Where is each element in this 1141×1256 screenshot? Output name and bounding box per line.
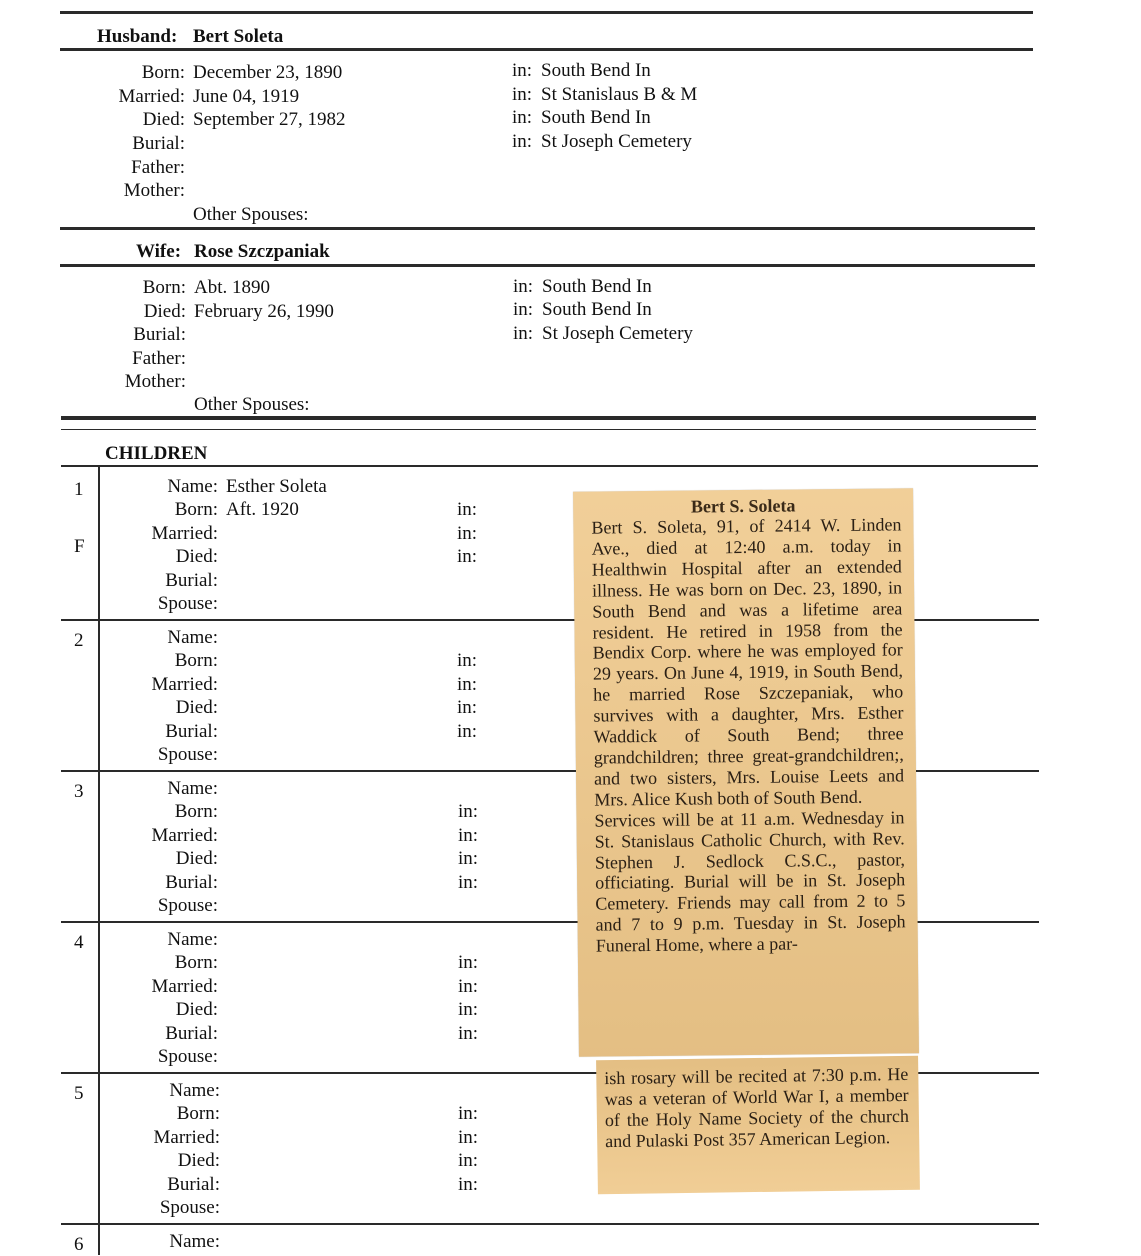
child-born-in-label: in: [458,952,479,973]
husband-died-in-label: in: [512,107,533,128]
child-died-label: Died: [175,697,218,718]
child-born-label: Born: [174,952,218,973]
child-number: 3 [74,781,84,802]
wife-mother-label: Mother: [124,371,186,392]
husband-married-in-label: in: [512,84,533,105]
wife-died-place: South Bend In [542,299,652,320]
child-married-in-label: in: [458,1127,479,1148]
child-died-label: Died: [175,848,218,869]
child-number: 5 [74,1083,84,1104]
husband-died-date: September 27, 1982 [193,109,346,130]
obituary-clipping-continued [596,1056,920,1194]
obituary-body-continued: ish rosary will be recited at 7:30 p.m. He was a veteran of World War I, a member of the Holy Name Society of the church and Pulaski Post 357 American Legion. [604,1063,910,1151]
husband-born-in-label: in: [512,60,533,81]
husband-born-place: South Bend In [541,60,651,81]
child-burial-in-label: in: [458,1174,479,1195]
wife-born-label: Born: [142,277,186,298]
child-died-label: Died: [175,546,218,567]
child-spouse-label: Spouse: [157,1046,218,1067]
child-born-label: Born: [174,650,218,671]
husband-mother-label: Mother: [123,180,185,201]
child-spouse-label: Spouse: [159,1197,220,1218]
child-born-in-label: in: [457,499,478,520]
husband-burial-place: St Joseph Cemetery [541,131,692,152]
child-died-in-label: in: [457,546,478,567]
child-died-in-label: in: [458,1150,479,1171]
child-name-label: Name: [167,778,218,799]
wife-burial-in-label: in: [513,323,534,344]
child-name-label: Name: [167,476,218,497]
husband-died-place: South Bend In [541,107,651,128]
child-burial-label: Burial: [165,1023,218,1044]
child-sex: F [74,536,85,557]
wife-label: Wife: [136,241,182,262]
child-burial-in-label: in: [458,872,479,893]
child-born-in-label: in: [457,650,478,671]
husband-name: Bert Soleta [193,26,284,47]
wife-other-spouses-label: Other Spouses: [194,394,310,415]
child-died-label: Died: [175,999,218,1020]
child-name-label: Name: [169,1231,220,1252]
husband-label: Husband: [97,26,178,47]
husband-born-label: Born: [141,62,185,83]
top-rule [60,11,1033,14]
child-burial-label: Burial: [165,721,218,742]
husband-other-spouses-label: Other Spouses: [193,204,309,225]
children-left-column-rule [98,467,100,1255]
child-burial-label: Burial: [165,570,218,591]
wife-rule [60,264,1035,267]
child-spouse-label: Spouse: [157,593,218,614]
wife-burial-label: Burial: [133,324,186,345]
wife-died-in-label: in: [513,299,534,320]
husband-married-place: St Stanislaus B & M [541,84,698,105]
husband-married-date: June 04, 1919 [193,86,300,107]
child-name-label: Name: [167,929,218,950]
child-born-label: Born: [176,1103,220,1124]
child-died-in-label: in: [458,999,479,1020]
child-name-label: Name: [169,1080,220,1101]
child-died-label: Died: [177,1150,220,1171]
child-burial-label: Burial: [165,872,218,893]
children-top-rule-thin [61,429,1036,430]
child-married-in-label: in: [457,523,478,544]
child-separator-rule [61,1223,1039,1225]
child-married-label: Married: [151,674,218,695]
child-name-label: Name: [167,627,218,648]
wife-born-place: South Bend In [542,276,652,297]
child-born-in-label: in: [458,801,479,822]
husband-born-date: December 23, 1890 [193,62,343,83]
child-burial-label: Burial: [167,1174,220,1195]
child-burial-in-label: in: [457,721,478,742]
husband-burial-in-label: in: [512,131,533,152]
obituary-title: Bert S. Soleta [690,495,796,517]
obituary-body: Bert S. Soleta, 91, of 2414 W. Linden Ave., died at 12:40 a.m. today in Healthwin Hospital after an extended illness. He was born on Dec. 23, 1890, in South Bend and was a lifetime area resident. He retired in 1958 from the Bendix Corp. where he was employed for 29 years. On June 4, 1919, in South Bend, he married Rose Szczepaniak, who survives with a daughter, Mrs. Esther Waddick of South Bend; three grandchildren; three great-grandchildren;, and two sisters, Mrs. Louise Leets and Mrs. Alice Kush both of South Bend. Services will be at 11 a.m. Wednesday in St. Stanislaus Catholic Church, with Rev. Stephen J. Sedlock C.S.C., pastor, officiating. Burial will be in St. Joseph Cemetery. Friends may call from 2 to 5 and 7 to 9 p.m. Tuesday in St. Joseph Funeral Home, where a par- [591,514,906,956]
child-born-in-label: in: [458,1103,479,1124]
child-spouse-label: Spouse: [157,744,218,765]
wife-burial-place: St Joseph Cemetery [542,323,693,344]
wife-died-date: February 26, 1990 [194,301,334,322]
child-number: 1 [74,479,84,500]
wife-born-date: Abt. 1890 [194,277,270,298]
child-burial-in-label: in: [458,1023,479,1044]
child-married-label: Married: [151,976,218,997]
husband-burial-label: Burial: [132,133,185,154]
husband-rule [60,48,1033,51]
child-married-in-label: in: [458,976,479,997]
child-born-label: Born: [174,801,218,822]
wife-born-in-label: in: [513,276,534,297]
child-number: 6 [74,1234,84,1255]
child-name-value: Esther Soleta [226,476,327,497]
child-died-in-label: in: [458,848,479,869]
children-header: CHILDREN [105,443,208,464]
wife-died-label: Died: [143,301,186,322]
child-number: 4 [74,932,84,953]
child-married-in-label: in: [458,825,479,846]
children-header-rule [61,465,1038,467]
child-spouse-label: Spouse: [157,895,218,916]
child-married-label: Married: [153,1127,220,1148]
child-married-label: Married: [151,523,218,544]
husband-died-label: Died: [142,109,185,130]
children-top-rule [61,416,1036,420]
child-number: 2 [74,630,84,651]
child-born-label: Born: [174,499,218,520]
obituary-clipping [573,488,919,1057]
wife-top-rule [60,227,1035,230]
husband-married-label: Married: [118,86,185,107]
husband-father-label: Father: [131,157,185,178]
child-died-in-label: in: [457,697,478,718]
child-married-label: Married: [151,825,218,846]
child-married-in-label: in: [457,674,478,695]
child-born-value: Aft. 1920 [226,499,299,520]
wife-name: Rose Szczpaniak [194,241,330,262]
wife-father-label: Father: [132,348,186,369]
